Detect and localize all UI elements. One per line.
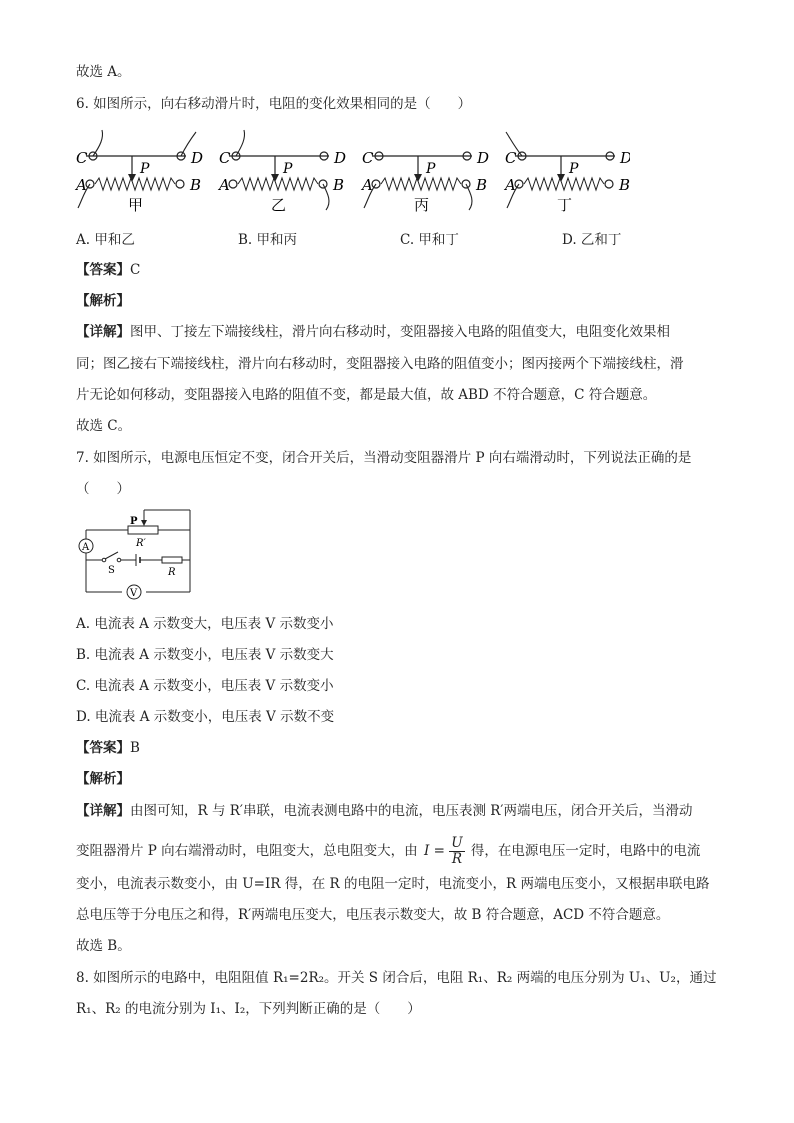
- terminal-c-label: C: [76, 149, 88, 167]
- slider-p-label: P: [140, 161, 150, 177]
- q6-option-c: C. 甲和丁: [400, 232, 459, 248]
- q7-stem-line-2: （ ）: [76, 481, 130, 497]
- q6-analysis-tag: 【解析】: [76, 293, 130, 309]
- voltmeter-label: V: [130, 588, 138, 599]
- ohms-law-formula: I = $\frac{U}{R}$: [423, 835, 463, 867]
- panel-label-jia: 甲: [128, 196, 144, 214]
- answer-value: C: [130, 262, 141, 278]
- q7-stem-line-1: 7. 如图所示，电源电压恒定不变，闭合开关后，当滑动变阻器滑片 P 向右端滑动时，下列说法正确的是: [76, 450, 692, 466]
- terminal-b-label: B: [190, 176, 202, 194]
- detail-tag: 【详解】: [76, 324, 130, 340]
- q7-circuit-figure: [74, 506, 200, 604]
- q8-stem-line-1: 8. 如图所示的电路中，电阻阻值 R₁=2R₂。开关 S 闭合后，电阻 R₁、R₂ 两端的电压分别为 U₁、U₂，通过: [76, 970, 717, 986]
- q7-option-a: A. 电流表 A 示数变大，电压表 V 示数变小: [76, 616, 334, 632]
- q5-conclusion: 故选 A。: [76, 64, 131, 80]
- q6-answer: [76, 260, 140, 280]
- q6-detail-line-3: 片无论如何移动，变阻器接入电路的阻值不变，都是最大值，故 ABD 不符合题意，C 符合题意。: [76, 387, 657, 403]
- panel-label-yi: 乙: [271, 196, 287, 214]
- q7-detail-line-4: 总电压等于分电压之和得，R′两端电压变大，电压表示数变大，故 B 符合题意，ACD 不符合题意。: [76, 907, 670, 923]
- q7-option-d: D. 电流表 A 示数变小，电压表 V 示数不变: [76, 709, 335, 725]
- q6-detail-line-1: 【详解】图甲、丁接左下端接线柱，滑片向右移动时，变阻器接入电路的阻值变大，电阻变化效果相: [76, 324, 670, 340]
- q7-conclusion: 故选 B。: [76, 938, 131, 954]
- terminal-a-label: A: [76, 176, 87, 194]
- q7-detail-line-3: 变小，电流表示数变小，由 U=IR 得，在 R 的电阻一定时，电流变小，R 两端电压变小，又根据串联电路: [76, 876, 710, 892]
- panel-label-bing: 丙: [414, 196, 430, 214]
- answer-tag: 【答案】: [76, 262, 130, 278]
- ammeter-label: A: [82, 542, 90, 553]
- q7-detail-line-2: 变阻器滑片 P 向右端滑动时，电阻变大，总电阻变大，由 I = $\frac{U}{R}$ 得，在电源电压一定时，电路中的电流: [76, 835, 701, 867]
- answer-value: B: [130, 740, 140, 756]
- terminal-d-label: D: [191, 149, 204, 167]
- q7-option-c: C. 电流表 A 示数变小，电压表 V 示数变小: [76, 678, 334, 694]
- rheostat-label: R′: [136, 538, 146, 549]
- panel-label-ding: 丁: [557, 196, 573, 214]
- q8-stem-line-2: R₁、R₂ 的电流分别为 I₁、I₂，下列判断正确的是（ ）: [76, 1001, 421, 1017]
- q7-analysis-tag: 【解析】: [76, 771, 130, 787]
- switch-label: S: [108, 565, 115, 576]
- slider-p-label: P: [130, 516, 138, 527]
- q6-option-a: A. 甲和乙: [76, 232, 135, 248]
- q7-detail-line-1: 【详解】由图可知，R 与 R′串联，电流表测电路中的电流，电压表测 R′两端电压，闭合开关后，当滑动: [76, 803, 693, 819]
- q6-option-d: D. 乙和丁: [562, 232, 622, 248]
- resistor-label: R: [168, 567, 176, 578]
- detail-tag: 【详解】: [76, 803, 130, 819]
- q6-stem: 6. 如图所示，向右移动滑片时，电阻的变化效果相同的是（ ）: [76, 96, 472, 112]
- q6-conclusion: 故选 C。: [76, 418, 132, 434]
- q7-option-b: B. 电流表 A 示数变小，电压表 V 示数变大: [76, 647, 334, 663]
- q6-option-b: B. 甲和丙: [238, 232, 298, 248]
- q6-detail-line-2: 同；图乙接右下端接线柱，滑片向右移动时，变阻器接入电路的阻值变小；图丙接两个下端接线柱，滑: [76, 356, 684, 372]
- q6-rheostat-figure: [70, 122, 630, 224]
- q7-answer: 【答案】B: [76, 740, 140, 756]
